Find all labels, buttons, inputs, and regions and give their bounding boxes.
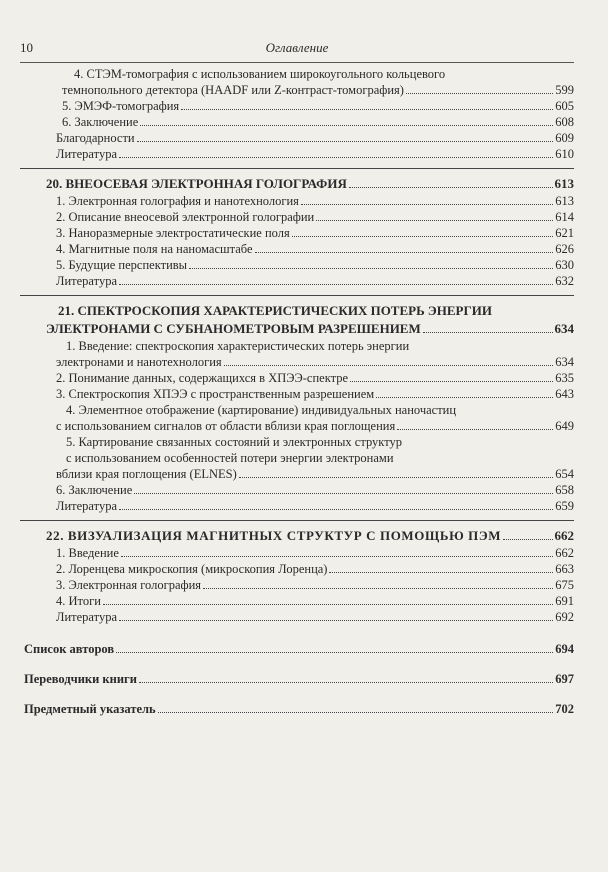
entry-page: 691	[555, 594, 574, 608]
entry-text: 2. Описание внеосевой электронной голографии	[56, 210, 315, 224]
entry-text: темнопольного детектора (HAADF или Z-контраст-томография)	[62, 83, 404, 97]
entry-page: 643	[555, 387, 574, 401]
entry-line	[56, 593, 574, 609]
dot-leader	[423, 331, 553, 333]
entry-text: Переводчики книги	[24, 672, 137, 686]
dot-leader	[224, 364, 554, 366]
toc-entry	[20, 593, 574, 609]
entry-page: 663	[555, 562, 574, 576]
dot-leader	[255, 251, 554, 253]
dot-leader	[397, 428, 553, 430]
entry-text: 1. Введение	[56, 546, 119, 560]
entry-page: 654	[555, 467, 574, 481]
entry-text-line: 21. СПЕКТРОСКОПИЯ ХАРАКТЕРИСТИЧЕСКИХ ПОТЕРЬ ЭНЕРГИИ	[58, 303, 492, 318]
entry-text: 3. Электронная голография	[56, 578, 202, 592]
toc-entry	[20, 545, 574, 561]
entry-page: 659	[555, 499, 574, 513]
page-number: 10	[20, 40, 33, 55]
entry-text-line: 1. Введение: спектроскопия характеристических потерь энергии	[66, 339, 410, 353]
toc-entry	[20, 338, 574, 370]
entry-text: 1. Электронная голография и нанотехнология	[56, 194, 299, 208]
entry-page: 662	[555, 546, 574, 560]
entry-text-line: с использованием особенностей потери энергии электронами	[66, 451, 394, 465]
toc-entry	[20, 561, 574, 577]
dot-leader	[349, 186, 553, 188]
entry-line	[56, 193, 574, 209]
entry-line	[56, 225, 574, 241]
toc-entry	[20, 98, 574, 114]
entry-line	[56, 241, 574, 257]
entry-page: 614	[555, 210, 574, 224]
entry-line	[56, 418, 574, 434]
table-of-contents	[20, 66, 574, 717]
back-matter-entry	[20, 641, 574, 657]
entry-line	[56, 257, 574, 273]
entry-text-line: 4. СТЭМ-томография с использованием широкоугольного кольцевого	[74, 67, 446, 81]
dot-leader	[119, 619, 553, 621]
entry-line	[56, 545, 574, 561]
dot-leader	[376, 396, 553, 398]
entry-line	[46, 527, 574, 545]
entry-page: 694	[555, 642, 574, 656]
entry-page: 635	[555, 371, 574, 385]
dot-leader	[134, 492, 553, 494]
dot-leader	[181, 108, 553, 110]
toc-entry	[20, 241, 574, 257]
chapter-title	[20, 175, 574, 193]
entry-line	[56, 577, 574, 593]
entry-text-line: 4. Элементное отображение (картирование) индивидуальных наночастиц	[66, 403, 457, 417]
entry-text: Литература	[56, 147, 117, 161]
entry-line	[62, 98, 574, 114]
entry-text: 5. ЭМЭФ-томография	[62, 99, 180, 113]
chapter-title	[20, 527, 574, 545]
entry-page: 632	[555, 274, 574, 288]
entry-line	[62, 82, 574, 98]
chapter-separator	[20, 168, 574, 169]
toc-entry	[20, 577, 574, 593]
entry-page: 675	[555, 578, 574, 592]
toc-entry	[20, 482, 574, 498]
entry-text: Литература	[56, 499, 117, 513]
dot-leader	[329, 571, 553, 573]
entry-page: 613	[555, 194, 574, 208]
entry-text: 4. Итоги	[56, 594, 101, 608]
entry-text: Предметный указатель	[24, 702, 156, 716]
spacer	[20, 687, 574, 701]
entry-text: 6. Заключение	[56, 483, 133, 497]
entry-text-line: 5. Картирование связанных состояний и электронных структур	[66, 435, 402, 449]
toc-entry	[20, 66, 574, 98]
entry-text: с использованием сигналов от области вблизи края поглощения	[56, 419, 396, 433]
entry-text: 4. Магнитные поля на наномасштабе	[56, 242, 253, 256]
entry-text: 3. Наноразмерные электростатические поля	[56, 226, 290, 240]
entry-line	[56, 354, 574, 370]
entry-text: Благодарности	[56, 131, 135, 145]
entry-page: 634	[555, 355, 574, 369]
running-header	[20, 38, 574, 63]
toc-entry	[20, 114, 574, 130]
dot-leader	[137, 140, 554, 142]
toc-entry	[20, 402, 574, 434]
entry-page: 605	[555, 99, 574, 113]
entry-line	[24, 671, 574, 687]
entry-text: электронами и нанотехнология	[56, 355, 222, 369]
dot-leader	[292, 235, 554, 237]
dot-leader	[301, 203, 553, 205]
spacer	[20, 657, 574, 671]
entry-page: 608	[555, 115, 574, 129]
entry-line	[56, 273, 574, 289]
entry-line	[56, 466, 574, 482]
dot-leader	[406, 92, 553, 94]
dot-leader	[189, 267, 553, 269]
toc-entry	[20, 370, 574, 386]
entry-line	[56, 609, 574, 625]
entry-line	[56, 386, 574, 402]
dot-leader	[103, 603, 553, 605]
entry-page: 599	[555, 83, 574, 97]
dot-leader	[119, 508, 553, 510]
dot-leader	[121, 555, 553, 557]
entry-page: 626	[555, 242, 574, 256]
entry-line	[56, 482, 574, 498]
dot-leader	[139, 681, 553, 683]
entry-page: 649	[555, 419, 574, 433]
back-matter-entry	[20, 701, 574, 717]
chapter-title	[20, 302, 574, 338]
entry-page: 610	[555, 147, 574, 161]
entry-line	[24, 641, 574, 657]
entry-line	[56, 498, 574, 514]
entry-text: 2. Лоренцева микроскопия (микроскопия Лоренца)	[56, 562, 328, 576]
entry-text: Литература	[56, 274, 117, 288]
entry-text: 5. Будущие перспективы	[56, 258, 188, 272]
toc-entry-literature	[20, 609, 574, 625]
entry-page: 609	[555, 131, 574, 145]
dot-leader	[316, 219, 553, 221]
entry-text: 20. ВНЕОСЕВАЯ ЭЛЕКТРОННАЯ ГОЛОГРАФИЯ	[46, 176, 347, 191]
entry-page: 630	[555, 258, 574, 272]
entry-page: 697	[555, 672, 574, 686]
entry-page: 621	[555, 226, 574, 240]
entry-text: вблизи края поглощения (ELNES)	[56, 467, 237, 481]
entry-text: 3. Спектроскопия ХПЭЭ с пространственным разрешением	[56, 387, 375, 401]
entry-text: Список авторов	[24, 642, 115, 656]
dot-leader	[203, 587, 553, 589]
dot-leader	[503, 538, 552, 540]
entry-page: 662	[554, 528, 574, 543]
dot-leader	[350, 380, 553, 382]
chapter-separator	[20, 295, 574, 296]
entry-page: 692	[555, 610, 574, 624]
toc-entry	[20, 209, 574, 225]
entry-page: 613	[554, 176, 574, 191]
entry-line	[46, 175, 574, 193]
entry-line	[56, 209, 574, 225]
entry-text: 22. ВИЗУАЛИЗАЦИЯ МАГНИТНЫХ СТРУКТУР С ПОМОЩЬЮ ПЭМ	[46, 528, 502, 543]
toc-entry	[20, 386, 574, 402]
toc-entry	[20, 193, 574, 209]
toc-entry	[20, 130, 574, 146]
entry-text: 2. Понимание данных, содержащихся в ХПЭЭ-спектре	[56, 371, 349, 385]
entry-line	[56, 130, 574, 146]
dot-leader	[119, 283, 553, 285]
entry-line	[62, 114, 574, 130]
entry-text: 6. Заключение	[62, 115, 139, 129]
dot-leader	[140, 124, 553, 126]
spacer	[20, 625, 574, 641]
entry-page: 658	[555, 483, 574, 497]
entry-page: 634	[554, 321, 574, 336]
entry-line	[56, 146, 574, 162]
dot-leader	[116, 651, 553, 653]
toc-entry-literature	[20, 498, 574, 514]
back-matter-entry	[20, 671, 574, 687]
entry-line	[56, 561, 574, 577]
toc-entry	[20, 225, 574, 241]
toc-entry-literature	[20, 273, 574, 289]
dot-leader	[158, 711, 554, 713]
entry-line	[46, 320, 574, 338]
toc-entry	[20, 146, 574, 162]
toc-entry	[20, 257, 574, 273]
entry-page: 702	[555, 702, 574, 716]
entry-text: Литература	[56, 610, 117, 624]
dot-leader	[119, 156, 553, 158]
toc-entry	[20, 434, 574, 482]
chapter-separator	[20, 520, 574, 521]
entry-line	[24, 701, 574, 717]
dot-leader	[239, 476, 553, 478]
entry-line	[56, 370, 574, 386]
entry-text: ЭЛЕКТРОНАМИ С СУБНАНОМЕТРОВЫМ РАЗРЕШЕНИЕМ	[46, 321, 421, 336]
header-title: Оглавление	[265, 40, 329, 55]
